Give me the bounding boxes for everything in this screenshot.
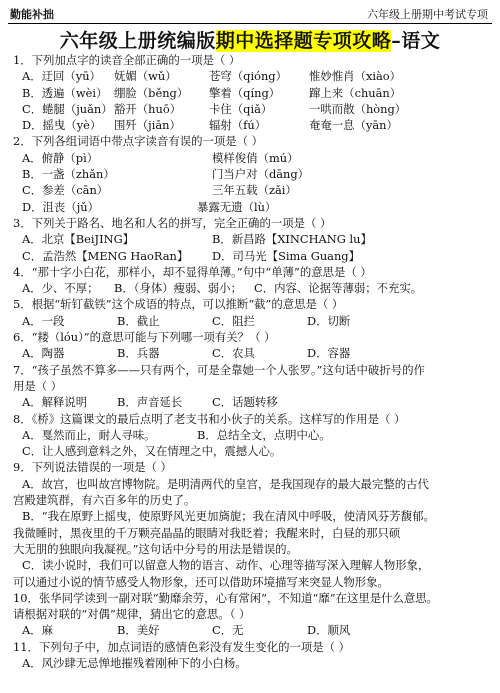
option-line <box>12 150 490 166</box>
option-choice: C．蜷腿（juǎn） <box>22 101 113 116</box>
option-choice: A．风沙肆无忌惮地摧残着刚种下的小白杨。 <box>22 655 247 670</box>
option-choice: C．参差（cān） <box>22 183 109 198</box>
header-right-text: 六年级上册期中考试专项 <box>367 8 488 21</box>
option-choice: D．切断 <box>307 313 351 328</box>
option-line <box>12 85 490 101</box>
option-choice: B．一盏（zhǎn） <box>22 167 115 182</box>
question-line: 8．《桥》这篇课文的最后点明了老支书和小伙子的关系。这样写的作用是（ ） <box>13 411 406 426</box>
question-line: 可以通过小说的情节感受人物形象，还可以借助环境描写来突显人物形象。 <box>13 574 389 589</box>
option-line <box>12 101 490 117</box>
question-line: 大无朋的独眼向我凝视。”这句话中分号的用法是错误的。 <box>13 541 298 556</box>
option-choice: 擎着（qíng） <box>209 85 281 100</box>
option-choice: C．阻拦 <box>212 313 255 328</box>
question-line: 5．根据“斩钉截铁”这个成语的特点，可以推断“截”的意思是（ ） <box>13 297 344 312</box>
option-choice: C．农具 <box>212 346 255 361</box>
option-choice: 一哄而散（hòng） <box>309 101 407 116</box>
option-line <box>12 182 490 198</box>
option-choice: B．声音延长 <box>117 395 183 410</box>
option-choice: B．总结全文，点明中心。 <box>197 427 331 442</box>
option-choice: 蹿上来（chuān） <box>309 85 402 100</box>
option-line <box>12 345 490 361</box>
option-choice: C．孟浩然【MENG HaoRan】 <box>22 248 189 263</box>
question-line: 请根据对联的“对偶”规律，猜出它的意思。（ ） <box>13 607 251 622</box>
option-choice: A．俯静（pì） <box>22 150 99 165</box>
option-choice: 豁开（huō） <box>114 101 182 116</box>
option-choice: A．迂回（yū） <box>22 69 101 84</box>
header-rule <box>8 23 492 24</box>
title-highlight: 期中选择题专项攻略 <box>215 30 392 52</box>
title-suffix: –语文 <box>391 30 441 52</box>
question-line: 宫殿建筑群，有六百多年的历史了。 <box>13 493 196 508</box>
option-line <box>12 280 490 296</box>
header-left-text: 勤能补拙 <box>10 8 54 21</box>
option-choice: 惟妙惟肖（xiào） <box>309 69 402 84</box>
option-line <box>12 655 490 671</box>
option-line <box>12 427 490 443</box>
option-choice: C．无 <box>212 623 244 638</box>
question-line: 用是（ ） <box>13 378 63 393</box>
option-choice: A．少、不厚； <box>22 281 99 296</box>
option-choice: C．让人感到意料之外，又在情理之中，震撼人心。 <box>22 444 282 459</box>
option-line <box>12 231 490 247</box>
option-choice: C．读小说时，我们可以留意人物的语言、动作、心理等描写深入理解人物形象， <box>22 558 430 573</box>
option-choice: A．陶器 <box>22 346 65 361</box>
option-choice: B．截止 <box>117 313 160 328</box>
option-choice: B．兵器 <box>117 346 160 361</box>
option-choice: D．容器 <box>307 346 351 361</box>
option-choice: 围歼（jiān） <box>114 118 181 133</box>
option-choice: A．戛然而止，耐人寻味。 <box>22 427 156 442</box>
option-line <box>12 117 490 133</box>
option-line <box>12 394 490 410</box>
option-choice: B．美好 <box>117 623 160 638</box>
option-choice: 卡住（qiǎ） <box>209 101 273 116</box>
question-line: 4．“那十字小白花，那样小，却不显得单薄。”句中“单薄”的意思是（ ） <box>13 264 372 279</box>
option-choice: D．沮丧（jǔ） <box>22 199 99 214</box>
option-choice: 妩媚（wǔ） <box>114 69 177 84</box>
option-line <box>12 166 490 182</box>
option-choice: B．“我在原野上摇曳，使原野风光更加旖旎；我在清风中呼吸，使清风芬芳馥郁。 <box>22 509 435 524</box>
question-line: 6．“耧（lóu）”的意思可能与下列哪一项有关？（ ） <box>13 330 276 345</box>
title-prefix: 六年级上册统编版 <box>59 30 216 52</box>
option-choice: D．顺风 <box>307 623 351 638</box>
option-choice: B．新昌路【XINCHANG lu】 <box>212 232 372 247</box>
option-choice: A．麻 <box>22 623 54 638</box>
question-line: 11．下列句子中，加点词语的感情色彩没有发生变化的一项是（ ） <box>13 639 351 654</box>
option-line <box>12 508 490 524</box>
option-choice: D．司马光【Sima Guang】 <box>212 248 360 263</box>
option-line <box>12 443 490 459</box>
option-choice: A．解释说明 <box>22 395 88 410</box>
option-choice: 绷脸（běng） <box>114 85 189 100</box>
option-choice: 门当户对（dāng） <box>212 167 310 182</box>
option-choice: 辐射（fú） <box>209 118 267 133</box>
question-line: 2．下列各组词语中带点字读音有误的一项是（ ） <box>13 134 264 149</box>
option-choice: C．话题转移 <box>212 395 278 410</box>
option-line <box>12 476 490 492</box>
option-line <box>12 557 490 573</box>
option-choice: 奄奄一息（yān） <box>309 118 398 133</box>
question-line: 7．“孩子虽然不算多——只有两个，可是全靠她一个人张罗。”这句话中破折号的作 <box>13 362 425 377</box>
document-title <box>0 26 500 53</box>
option-choice: A．故宫，也叫故宫博物院。是明清两代的皇宫，是我国现存的最大最完整的古代 <box>22 476 429 491</box>
question-line: 1．下列加点字的读音全部正确的一项是（ ） <box>13 53 241 67</box>
question-line: 9．下列说法错误的一项是（ ） <box>13 460 172 475</box>
question-line: 我微睡时，黑夜里的千万颗亮晶晶的眼睛对我眨着；我醒来时，白昼的那只硕 <box>13 525 401 540</box>
option-line <box>12 68 490 84</box>
option-choice: 模样俊俏（mú） <box>212 150 299 165</box>
option-choice: A．北京【BeiJING】 <box>22 232 135 247</box>
option-choice: D．摇曳（yè） <box>22 118 102 133</box>
option-choice: 暴露无遗（lù） <box>197 199 277 214</box>
option-choice: 三年五载（zǎi） <box>212 183 297 198</box>
option-line <box>12 622 490 638</box>
option-line <box>12 199 490 215</box>
page-header <box>8 4 492 22</box>
option-choice: B．（身体）瘦弱、弱小； <box>114 281 242 296</box>
option-choice: C．内容、论据等薄弱；不充实。 <box>254 281 423 296</box>
option-choice: 苍穹（qióng） <box>209 69 287 84</box>
option-choice: A．一段 <box>22 313 65 328</box>
option-choice: B．透遍（wèi） <box>22 85 108 100</box>
option-line <box>12 313 490 329</box>
question-line: 10．张华同学读到一副对联“勤靡余劳，心有常闲”，不知道“靡”在这里是什么意思。 <box>13 590 439 605</box>
question-list <box>12 52 490 671</box>
option-line <box>12 248 490 264</box>
question-line: 3．下列关于路名、地名和人名的拼写，完全正确的一项是（ ） <box>13 215 332 230</box>
